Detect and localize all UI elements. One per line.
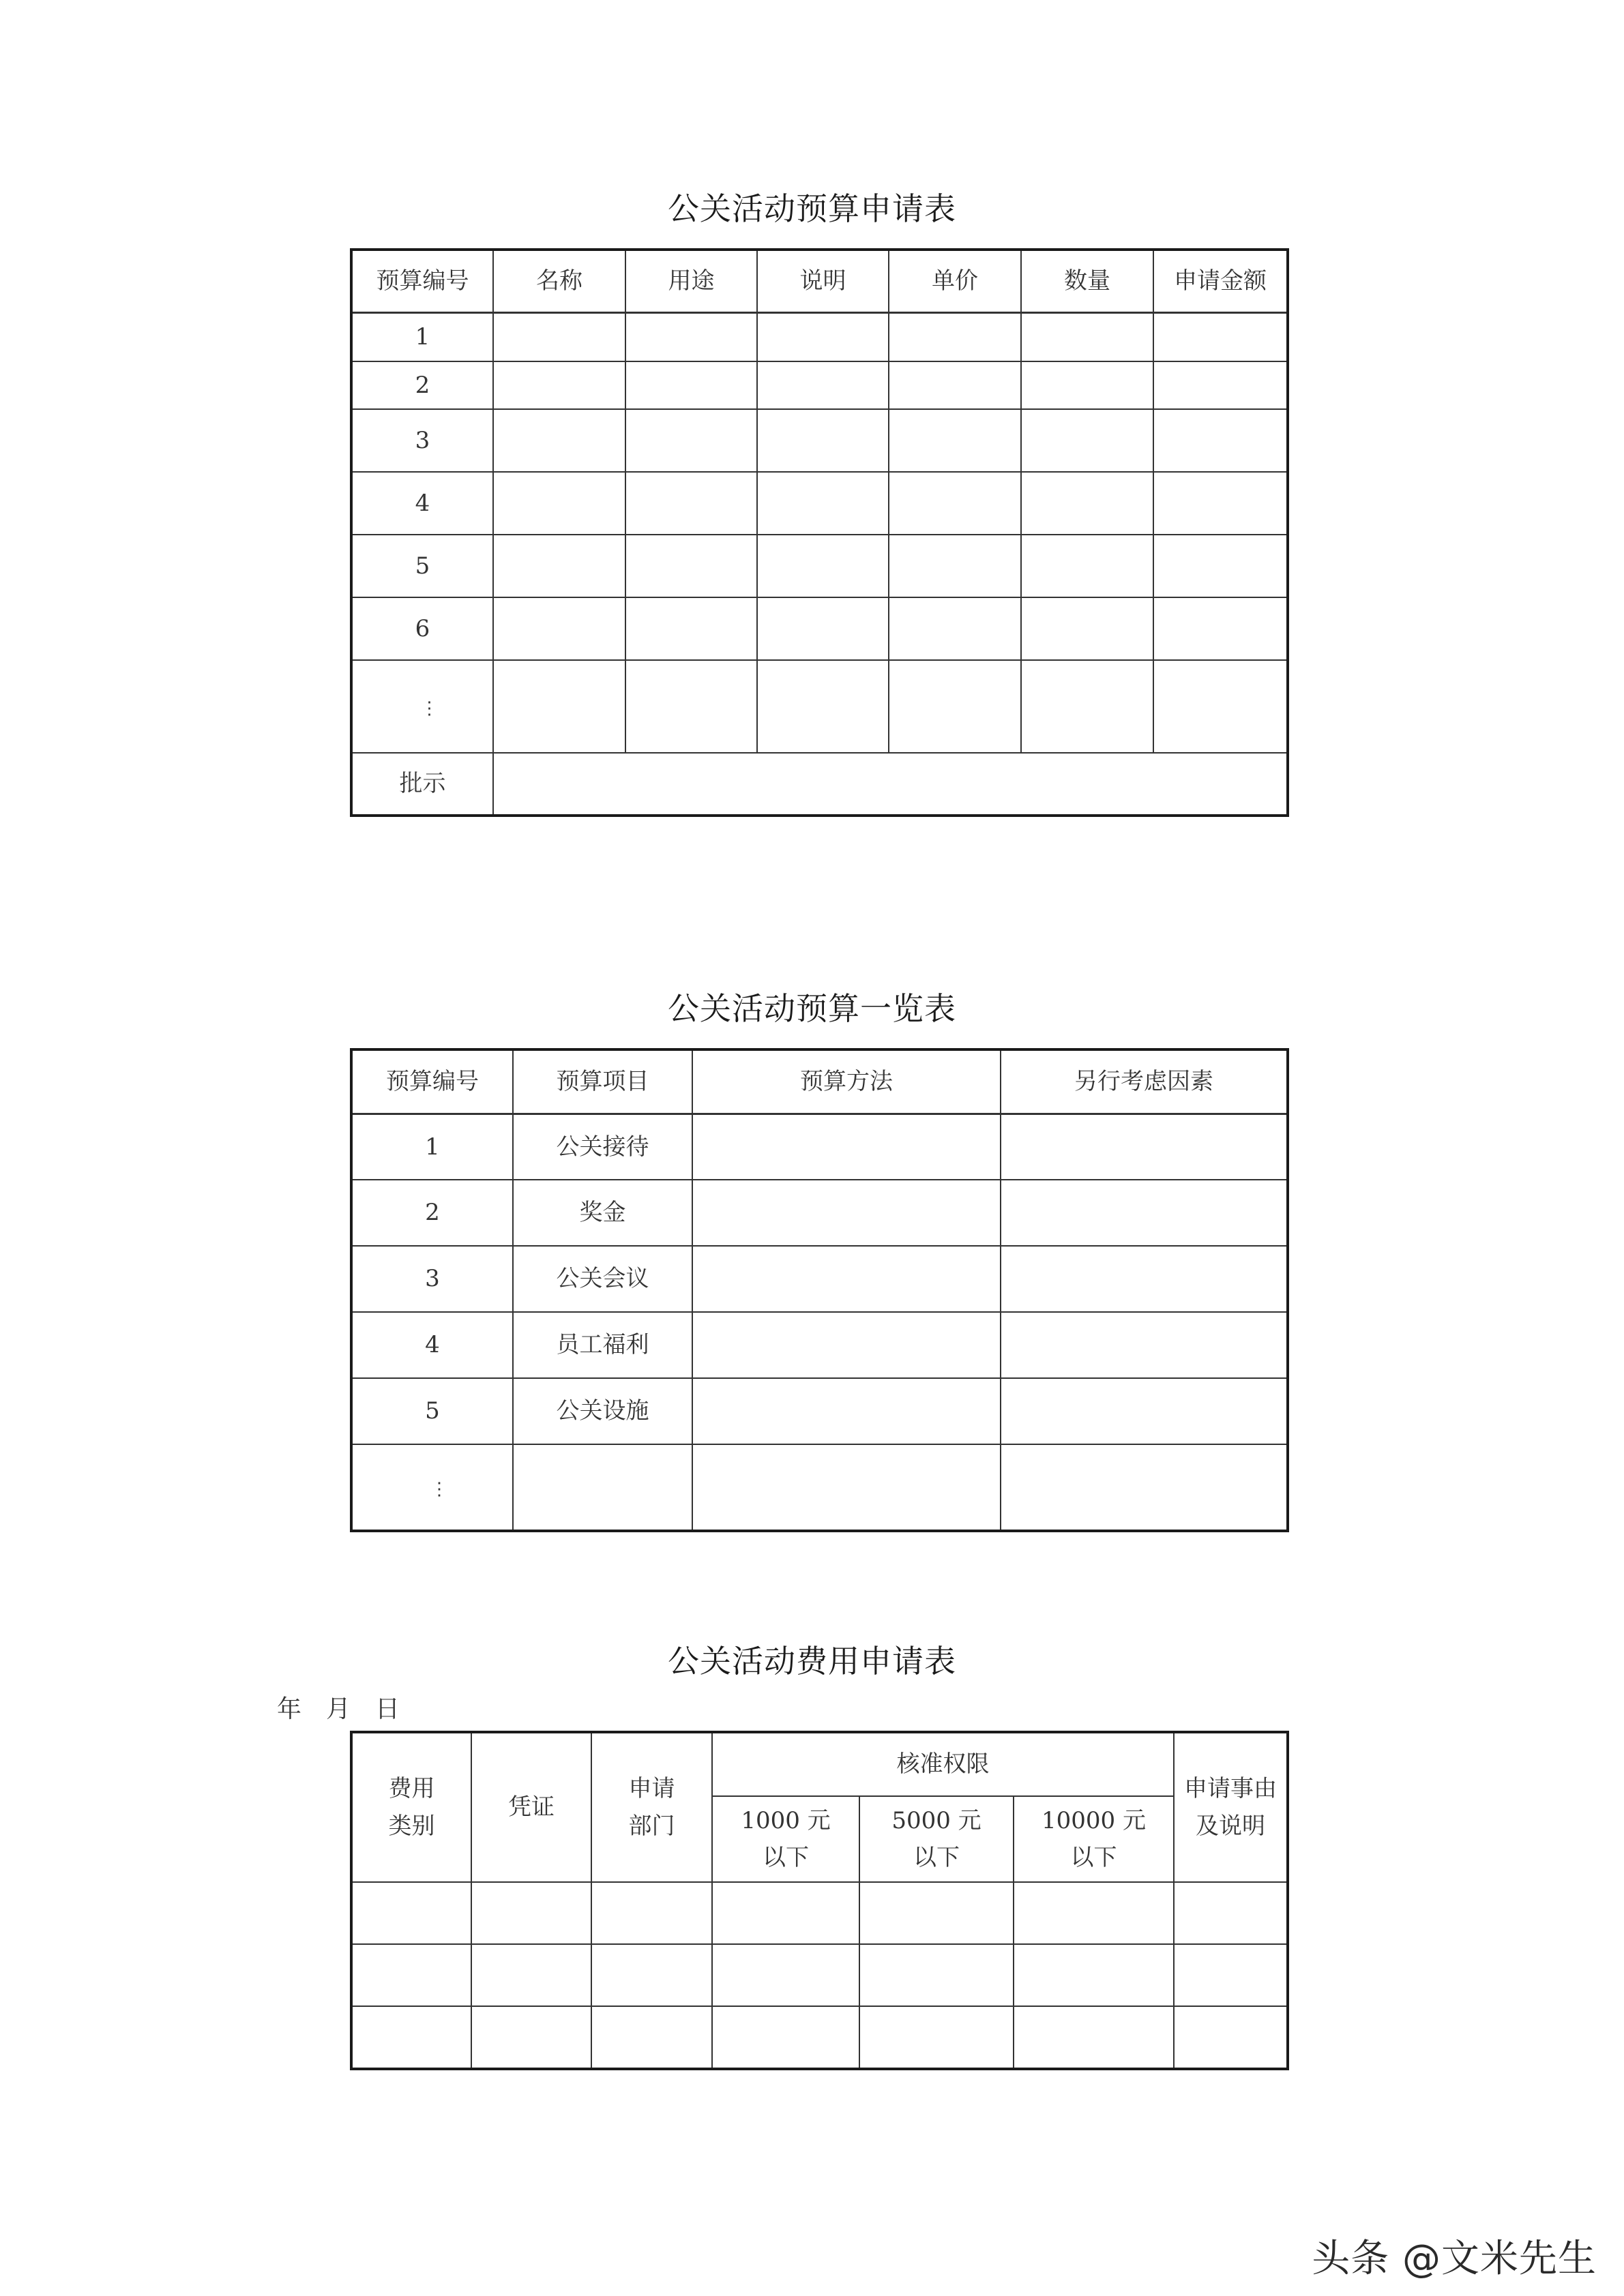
table-row [351,312,1288,361]
limit-5000-cell[interactable] [859,1944,1014,2006]
reason-cell[interactable] [1174,1882,1288,1944]
name-cell[interactable] [493,535,625,597]
table-row [351,1882,1288,1944]
row-number: 3 [351,1246,513,1312]
row-number: 5 [351,535,493,597]
header-budget-item: 预算项目 [513,1049,692,1114]
table-row [351,472,1288,535]
budget-item: 公关设施 [513,1378,692,1444]
header-category-line1: 费用 [388,1775,435,1803]
header-dept-line1: 申请 [628,1775,675,1803]
approval-label: 批示 [351,753,493,816]
category-cell[interactable] [351,1944,471,2006]
budget-item: 员工福利 [513,1312,692,1378]
amount-cell[interactable] [1153,660,1288,753]
table-row [351,1114,1288,1180]
header-category-line2: 类别 [388,1812,435,1840]
name-cell[interactable] [493,472,625,535]
purpose-cell[interactable] [625,535,757,597]
header-requested-amount: 申请金额 [1153,250,1288,312]
row-number: 4 [351,1312,513,1378]
purpose-cell[interactable] [625,361,757,409]
purpose-cell[interactable] [625,312,757,361]
table-row [351,1444,1288,1531]
method-cell[interactable] [692,1114,1001,1180]
header-reason-line1: 申请事由 [1184,1775,1277,1803]
row-number: 5 [351,1378,513,1444]
purpose-cell[interactable] [625,409,757,472]
table-row [351,2006,1288,2069]
budget-item: 公关会议 [513,1246,692,1312]
header-limit-10000 [1014,1796,1174,1882]
budget-item: 公关接待 [513,1114,692,1180]
quantity-cell[interactable] [1021,312,1153,361]
limit-5000-amount: 5000 元 [891,1806,981,1834]
header-description: 说明 [757,250,889,312]
header-expense-category [351,1732,471,1882]
purpose-cell[interactable] [625,660,757,753]
limit-5000-cell[interactable] [859,1882,1014,1944]
reason-cell[interactable] [1174,2006,1288,2069]
description-cell[interactable] [757,361,889,409]
limit-1000-cell[interactable] [712,1882,859,1944]
limit-10000-amount: 10000 元 [1042,1806,1146,1834]
quantity-cell[interactable] [1021,597,1153,660]
header-reason-line2: 及说明 [1196,1812,1265,1840]
row-number: 1 [351,312,493,361]
description-cell[interactable] [757,409,889,472]
method-cell[interactable] [692,1444,1001,1531]
unit-price-cell[interactable] [889,660,1021,753]
quantity-cell[interactable] [1021,472,1153,535]
voucher-cell[interactable] [471,1882,591,1944]
header-dept-line2: 部门 [628,1812,675,1840]
budget-overview-table [350,1048,1289,1532]
table-row [351,1944,1288,2006]
purpose-cell[interactable] [625,472,757,535]
amount-cell[interactable] [1153,409,1288,472]
table-row [351,535,1288,597]
amount-cell[interactable] [1153,597,1288,660]
description-cell[interactable] [757,472,889,535]
table-row [351,1246,1288,1312]
department-cell[interactable] [591,1882,712,1944]
table1-title: 公关活动预算申请表 [668,190,956,227]
header-limit-5000 [859,1796,1014,1882]
expense-application-table [350,1731,1289,2070]
voucher-cell[interactable] [471,1944,591,2006]
unit-price-cell[interactable] [889,312,1021,361]
reason-cell[interactable] [1174,1944,1288,2006]
department-cell[interactable] [591,1944,712,2006]
budget-application-table [350,248,1289,817]
table-row [351,1312,1288,1378]
row-number: 6 [351,597,493,660]
header-limit-1000 [712,1796,859,1882]
table-row [351,409,1288,472]
table-header-row [351,250,1288,312]
limit-10000-cell[interactable] [1014,2006,1174,2069]
unit-price-cell[interactable] [889,472,1021,535]
unit-price-cell[interactable] [889,409,1021,472]
row-number: 4 [351,472,493,535]
row-number: 2 [351,361,493,409]
approval-row [351,753,1288,816]
limit-10000-below: 以下 [1070,1844,1117,1871]
budget-item: 奖金 [513,1180,692,1246]
description-cell[interactable] [757,660,889,753]
name-cell[interactable] [493,409,625,472]
quantity-cell[interactable] [1021,361,1153,409]
limit-10000-cell[interactable] [1014,1882,1174,1944]
header-budget-number: 预算编号 [351,1049,513,1114]
table-row [351,597,1288,660]
factors-cell[interactable] [1001,1114,1288,1180]
unit-price-cell[interactable] [889,597,1021,660]
amount-cell[interactable] [1153,472,1288,535]
method-cell[interactable] [692,1312,1001,1378]
department-cell[interactable] [591,2006,712,2069]
header-budget-method: 预算方法 [692,1049,1001,1114]
quantity-cell[interactable] [1021,409,1153,472]
approval-cell[interactable] [493,753,1288,816]
limit-1000-cell[interactable] [712,2006,859,2069]
vertical-ellipsis: ⋮ [420,698,439,719]
limit-10000-cell[interactable] [1014,1944,1174,2006]
category-cell[interactable] [351,2006,471,2069]
row-number: 3 [351,409,493,472]
header-unit-price: 单价 [889,250,1021,312]
budget-item[interactable] [513,1444,692,1531]
table-header-row [351,1049,1288,1114]
table-row [351,1180,1288,1246]
amount-cell[interactable] [1153,535,1288,597]
table-header-row [351,1732,1288,1796]
limit-1000-below: 以下 [763,1844,809,1871]
quantity-cell[interactable] [1021,660,1153,753]
factors-cell[interactable] [1001,1444,1288,1531]
header-purpose: 用途 [625,250,757,312]
description-cell[interactable] [757,535,889,597]
date-month: 月 [326,1695,353,1723]
method-cell[interactable] [692,1180,1001,1246]
name-cell[interactable] [493,597,625,660]
quantity-cell[interactable] [1021,535,1153,597]
limit-1000-cell[interactable] [712,1944,859,2006]
unit-price-cell[interactable] [889,535,1021,597]
header-budget-number: 预算编号 [351,250,493,312]
date-line [277,1690,424,1725]
name-cell[interactable] [493,361,625,409]
factors-cell[interactable] [1001,1246,1288,1312]
header-other-factors: 另行考虑因素 [1001,1049,1288,1114]
amount-cell[interactable] [1153,312,1288,361]
name-cell[interactable] [493,312,625,361]
method-cell[interactable] [692,1246,1001,1312]
date-day: 日 [375,1695,402,1723]
header-reason [1174,1732,1288,1882]
unit-price-cell[interactable] [889,361,1021,409]
table-row [351,660,1288,753]
category-cell[interactable] [351,1882,471,1944]
limit-1000-amount: 1000 元 [741,1806,831,1834]
factors-cell[interactable] [1001,1312,1288,1378]
vertical-ellipsis: ⋮ [430,1478,448,1500]
row-number-ellipsis [351,1444,513,1531]
amount-cell[interactable] [1153,361,1288,409]
purpose-cell[interactable] [625,597,757,660]
header-quantity: 数量 [1021,250,1153,312]
header-department [591,1732,712,1882]
watermark: 头条 @文米先生 [1312,2237,1597,2281]
row-number-ellipsis [351,660,493,753]
row-number: 2 [351,1180,513,1246]
header-name: 名称 [493,250,625,312]
table-row [351,1378,1288,1444]
row-number: 1 [351,1114,513,1180]
method-cell[interactable] [692,1378,1001,1444]
header-approval-authority: 核准权限 [712,1732,1174,1796]
limit-5000-cell[interactable] [859,2006,1014,2069]
table3-title: 公关活动费用申请表 [668,1643,956,1680]
date-year: 年 [277,1695,304,1723]
description-cell[interactable] [757,597,889,660]
header-voucher: 凭证 [471,1732,591,1882]
factors-cell[interactable] [1001,1378,1288,1444]
voucher-cell[interactable] [471,2006,591,2069]
factors-cell[interactable] [1001,1180,1288,1246]
name-cell[interactable] [493,660,625,753]
limit-5000-below: 以下 [913,1844,960,1871]
table2-title: 公关活动预算一览表 [668,990,956,1027]
table-row [351,361,1288,409]
description-cell[interactable] [757,312,889,361]
